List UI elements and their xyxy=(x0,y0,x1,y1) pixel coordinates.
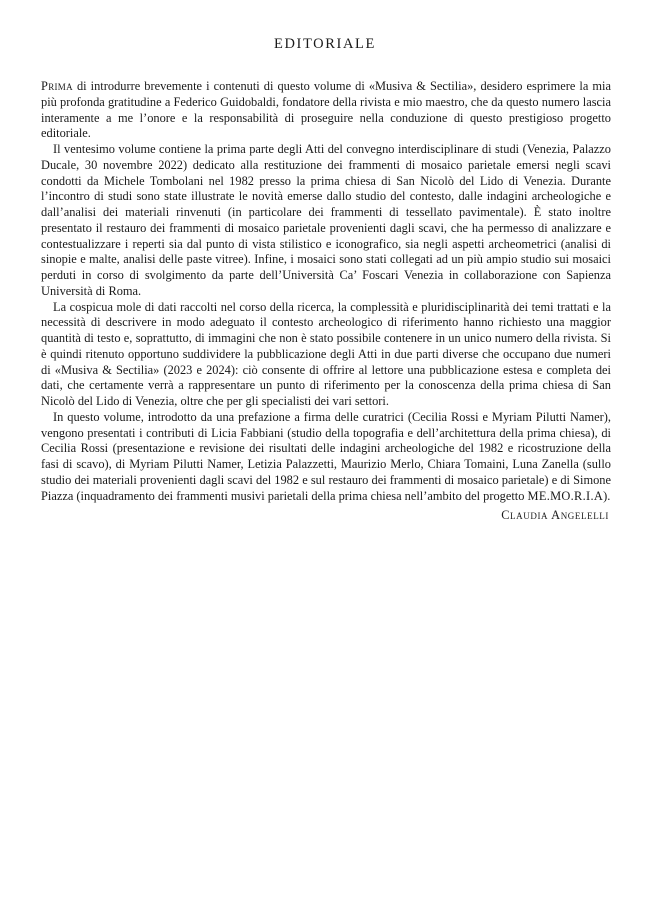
paragraph-1-lead: Prima xyxy=(41,79,73,93)
page-title: EDITORIALE xyxy=(274,36,376,52)
editorial-body xyxy=(41,79,611,504)
paragraph-4-tail: ). xyxy=(603,488,611,503)
paragraph-1 xyxy=(41,79,611,142)
paragraph-3: La cospicua mole di dati raccolti nel corso della ricerca, la complessità e pluridisciplinarità dei temi trattati e la necessità di descrivere in modo adeguato il contesto archeologico di riferimento hanno richiesto una maggior quantità di testo e, soprattutto, di immagini che non è stato possibile contenere in un unico numero della rivista. Si è quindi ritenuto opportuno suddividere la pubblicazione degli Atti in due parti diverse che occupano due numeri di «Musiva & Sectilia» (2023 e 2024): ciò consente di offrire al lettore una pubblicazione estesa e completa dei dati, che certamente verrà a rappresentare un punto di riferimento per la conoscenza della prima chiesa di San Nicolò del Lido di Venezia, oltre che per gli specialisti dei vari settori. xyxy=(41,299,611,408)
paragraph-4 xyxy=(41,410,611,505)
paragraph-1-text: di introdurre brevemente i contenuti di questo volume di «Musiva & Sectilia», desidero esprimere la mia più profonda gratitudine a Federico Guidobaldi, fondatore della rivista e mio maestro, che da questo numero lascia interamente a me l’onore e la responsabilità di proseguire nella conduzione di questo prestigioso progetto editoriale. xyxy=(41,79,611,141)
project-name: ME.MO.R.I.A xyxy=(527,488,604,503)
paragraph-4-text: In questo volume, introdotto da una prefazione a firma delle curatrici (Cecilia Rossi e Myriam Pilutti Namer), vengono presentati i contributi di Licia Fabbiani (studio della topografia e dell’architettura della prima chiesa), di Cecilia Rossi (presentazione e revisione dei risultati delle indagini archeologiche del 1982 e ricostruzione della fasi di scavo), di Myriam Pilutti Namer, Letizia Palazzetti, Maurizio Merlo, Chiara Tomaini, Luna Zanella (sullo studio dei materiali provenienti dagli scavi del 1982 e sul restauro dei frammenti di mosaico parietale) e di Simone Piazza (inquadramento dei frammenti musivi parietali della prima chiesa nell’ambito del progetto xyxy=(41,409,611,503)
paragraph-2: Il ventesimo volume contiene la prima parte degli Atti del convegno interdisciplinare di studi (Venezia, Palazzo Ducale, 30 novembre 2022) dedicato alla restituzione dei frammenti di mosaico parietale emersi negli scavi condotti da Michele Tombolani nel 1982 presso la prima chiesa di San Nicolò del Lido di Venezia. Durante l’incontro di studi sono state illustrate le novità emerse dallo studio del contesto, dalle indagini archeologiche e dall’analisi dei materiali rinvenuti (in particolare dei frammenti di tessellato pavimentale). È stato inoltre presentato il restauro dei frammenti di mosaico parietale provenienti dagli scavi, che ha permesso di analizzare e contestualizzare i reperti sia dal punto di vista stilistico e iconografico, sia negli aspetti archeometrici (analisi di sinopie e malte, analisi delle paste vitree). Infine, i mosaici sono stati collegati ad un più ampio studio sui mosaici perduti in corso di svolgimento da parte dell’Università Ca’ Foscari Venezia in collaborazione con Sapienza Università di Roma. xyxy=(41,142,611,298)
author-signature: Claudia Angelelli xyxy=(501,508,609,522)
